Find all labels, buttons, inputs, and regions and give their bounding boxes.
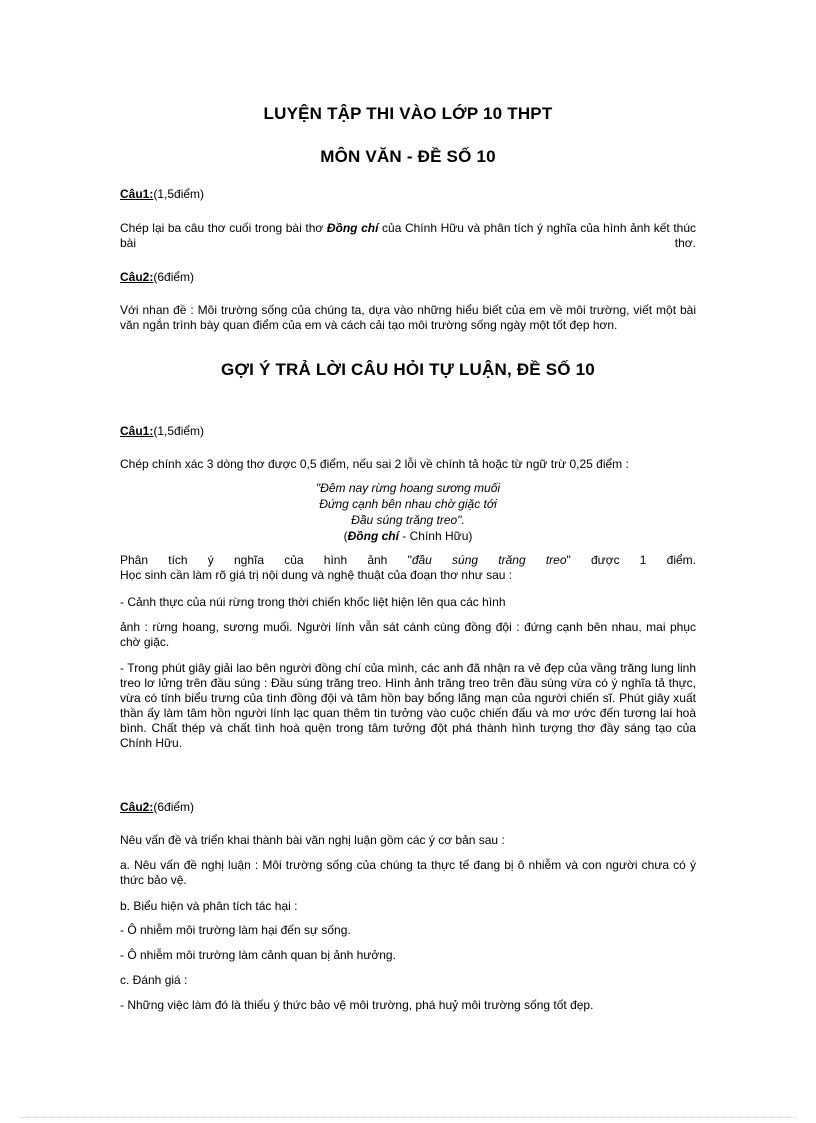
answer-1-heading <box>120 424 696 439</box>
page-bottom-divider <box>20 1117 796 1118</box>
answer-1-intro: Chép chính xác 3 dòng thơ được 0,5 điểm, nếu sai 2 lỗi về chính tả hoặc từ ngữ trừ 0,25 điểm : <box>120 457 629 471</box>
answer-2-points: (6điểm) <box>153 800 195 814</box>
document-title: LUYỆN TẬP THI VÀO LỚP 10 THPT <box>263 104 553 123</box>
answer-1-label: Câu1: <box>120 424 154 438</box>
answer-2-item-c: c. Đánh giá : <box>120 973 188 987</box>
answer-2-intro: Nêu vấn đề và triển khai thành bài văn nghị luận gồm các ý cơ bản sau : <box>120 833 505 847</box>
answer-2-heading <box>120 800 696 815</box>
answer-1-analysis <box>120 553 696 568</box>
analysis-text-b: " được 1 điểm. <box>566 553 697 567</box>
analysis-image-phrase: đầu súng trăng treo <box>411 553 567 567</box>
answer-1-analysis-line2: Học sinh cần làm rõ giá trị nội dung và nghệ thuật của đoạn thơ như sau : <box>120 568 513 582</box>
answer-2-item-b1: - Ô nhiễm môi trường làm hại đến sự sống. <box>120 923 351 937</box>
answer-1-bullet-1-cont: ảnh : rừng hoang, sương muối. Người lính vẫn sát cánh cùng đồng đội : đứng cạnh bên nhau, mai phục chờ giặc. <box>120 620 696 649</box>
poem-line-3 <box>0 512 816 528</box>
question-1-label: Câu1: <box>120 187 154 201</box>
document-subtitle: MÔN VĂN - ĐỀ SỐ 10 <box>320 147 496 166</box>
poem-source-open: ( <box>343 529 348 543</box>
answer-2-label: Câu2: <box>120 800 154 814</box>
question-1-points: (1,5điểm) <box>153 187 205 201</box>
poem-line-1 <box>0 480 816 496</box>
question-1-text-b: của Chính Hữu và phân tích ý nghĩa của hình ảnh kết thúc bài thơ. <box>120 221 697 250</box>
question-2-heading <box>120 270 696 285</box>
poem-source-rest: - Chính Hữu) <box>398 529 473 543</box>
question-1-heading <box>120 187 696 202</box>
question-1-text <box>120 221 696 251</box>
poem-line-2-text: Đứng cạnh bên nhau chờ giặc tới <box>319 497 497 511</box>
answer-1-bullet-2: - Trong phút giây giải lao bên người đồng chí của mình, các anh đã nhận ra vẻ đẹp của vầng trăng lung linh treo lơ lửng trên đầu súng : Đầu súng trăng treo. Hình ảnh trăng treo trên đầu súng vừa có ý nghĩa tả thực, vừa có tính biểu trưng của tình đồng đội và tâm hồn bay bổng lãng mạn của người chiến sĩ. Phút giây xuất thần ấy làm tâm hồn người lính lạc quan thêm tin tưởng vào cuộc chiến đấu và mơ ước đến tương lai hoà bình. Chất thép và chất tình hoà quện trong tâm tưởng đột phá thành hình tượng thơ đầy sáng tạo của Chính Hữu. <box>120 661 696 750</box>
answer-2-item-a: a. Nêu vấn đề nghị luận : Môi trường sống của chúng ta thực tế đang bị ô nhiễm và con người chưa có ý thức bảo vệ. <box>120 858 696 887</box>
answer-2-item-b2: - Ô nhiễm môi trường làm cảnh quan bị ảnh hưởng. <box>120 948 396 962</box>
answer-title: GỢI Ý TRẢ LỜI CÂU HỎI TỰ LUẬN, ĐỀ SỐ 10 <box>221 360 595 379</box>
analysis-text-a: Phân tích ý nghĩa của hình ảnh " <box>120 553 412 567</box>
poem-source <box>0 528 816 544</box>
question-2-text: Với nhan đề : Môi trường sống của chúng ta, dựa vào những hiểu biết của em về môi trường, viết một bài văn ngắn trình bày quan điểm của em và cách cải tạo môi trường sống ngày một tốt đẹp hơn. <box>120 303 696 332</box>
poem-line-2 <box>0 496 816 512</box>
question-1-text-a: Chép lại ba câu thơ cuối trong bài thơ <box>120 221 327 235</box>
poem-line-3-text: Đầu súng trăng treo". <box>351 513 465 527</box>
answer-1-bullet-1: - Cảnh thực của núi rừng trong thời chiến khốc liệt hiện lên qua các hình <box>120 595 506 609</box>
poem-line-1-text: "Đêm nay rừng hoang sương muối <box>315 481 501 495</box>
poem-source-work: Đồng chí <box>347 529 399 543</box>
question-2-label: Câu2: <box>120 270 154 284</box>
question-2-points: (6điểm) <box>153 270 195 284</box>
question-1-work: Đồng chí <box>326 221 379 235</box>
answer-2-item-c1: - Những việc làm đó là thiếu ý thức bảo vệ môi trường, phá huỷ môi trường sống tốt đẹp. <box>120 998 594 1012</box>
answer-2-item-b: b. Biểu hiện và phân tích tác hại : <box>120 899 298 913</box>
answer-1-points: (1,5điểm) <box>153 424 205 438</box>
